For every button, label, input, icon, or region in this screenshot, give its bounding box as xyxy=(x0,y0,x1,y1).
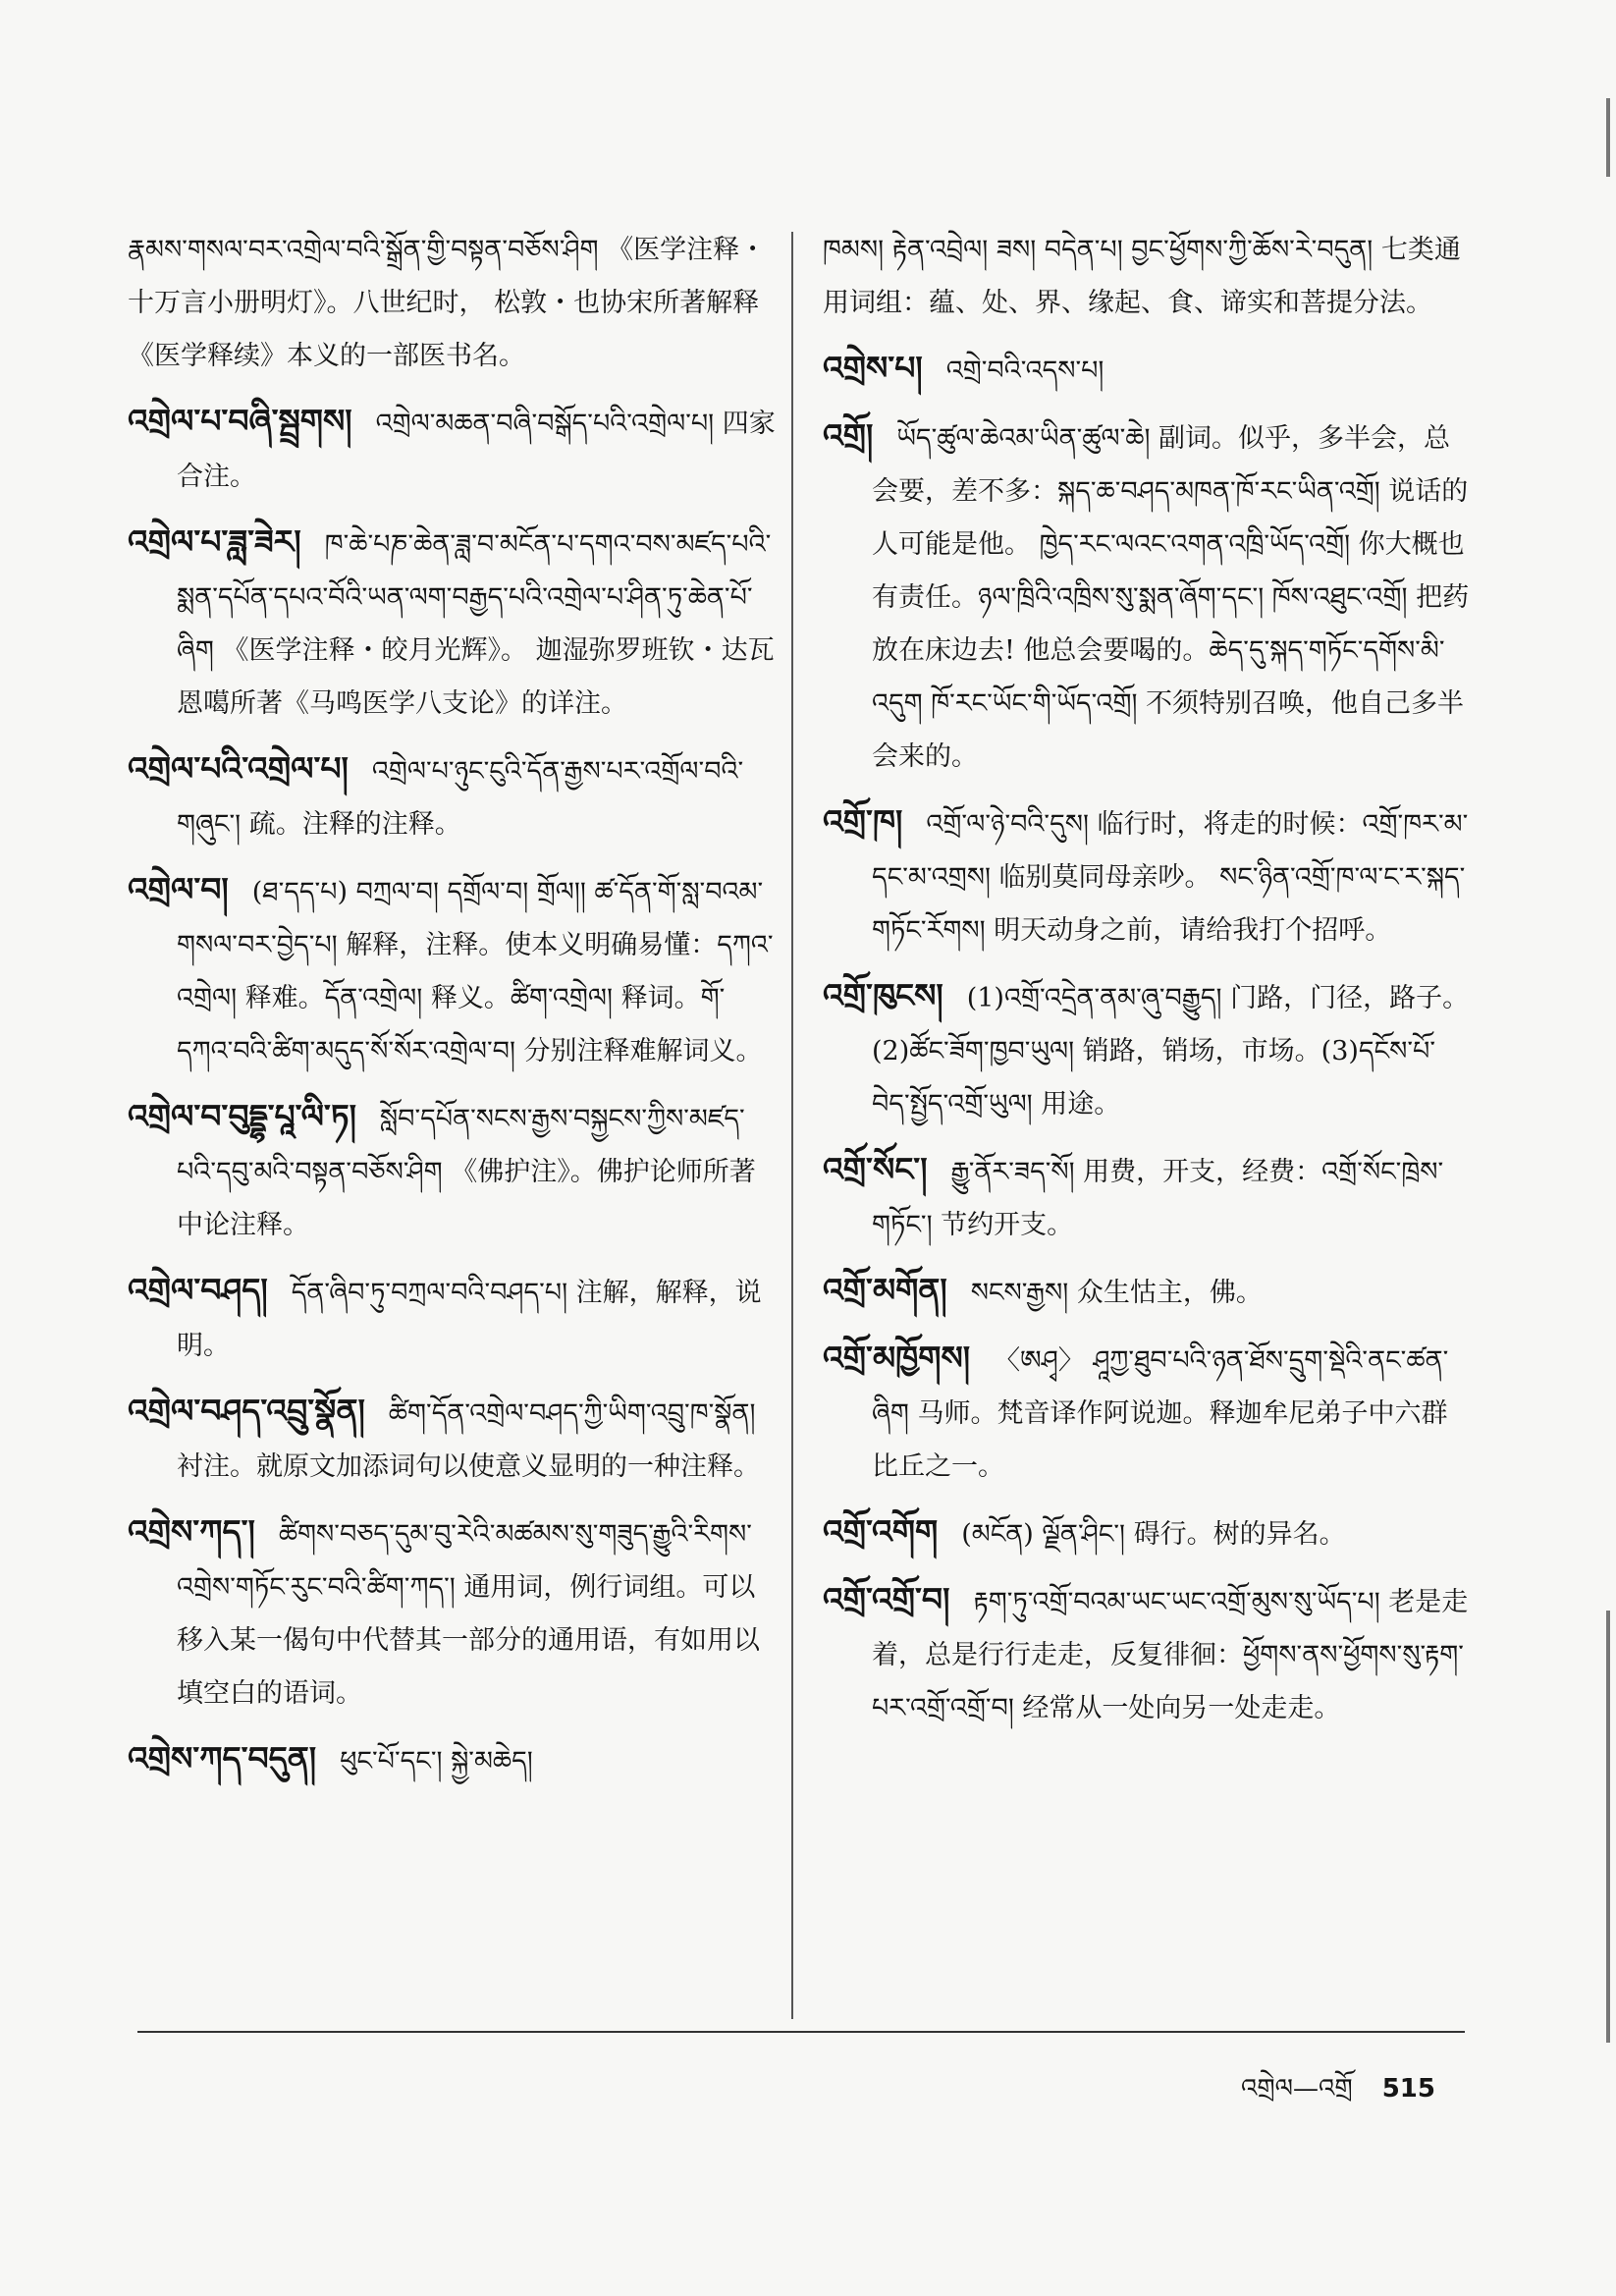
headword: འགྲོ་འགོག xyxy=(823,1512,939,1551)
headword: འགྲོ། xyxy=(823,416,874,455)
entry-2 xyxy=(128,516,776,731)
entry-7 xyxy=(128,1385,776,1494)
headword: འགྲེལ་བ། xyxy=(128,870,229,908)
headword: འགྲོ་སོང་། xyxy=(823,1150,928,1188)
scan-edge-mark xyxy=(1606,1611,1610,2043)
page-footer xyxy=(1241,2060,1435,2132)
headword: འགྲེལ་བཤད། xyxy=(128,1271,268,1309)
headword: འགྲེལ་བ་བུདྡྷ་པཱ་ལི་ཏ། xyxy=(128,1097,356,1135)
entry-text: ཚིགས་བཅད་དུམ་བུ་རེའི་མཚམས་སུ་གཟུད་རྒྱུའི་རིགས་འགྲེས་གཏོང་རུང་བའི་ཚིག་ཀད་། 通用词，例行词组。可以移入某一偈句中代替其一部分的通用语，有如用以填空白的语词。 xyxy=(177,1519,760,1709)
headword: འགྲོ་མཁྱོགས། xyxy=(823,1339,971,1377)
entry-text: ཕུང་པོ་དང་། སྐྱེ་མཆེད། xyxy=(340,1746,533,1777)
entry-0 xyxy=(823,224,1471,330)
entry-text: ཚིག་དོན་འགྲེལ་བཤད་ཀྱི་ཡིག་འབྲུ་ཁ་སྣོན། 衬注。就原文加添词句以使意义显明的一种注释。 xyxy=(177,1398,760,1482)
headword: འགྲེལ་བཤད་འབྲུ་སྣོན། xyxy=(128,1392,365,1430)
entry-text: འགྲེལ་མཆན་བཞི་བསྒོད་པའི་འགྲེལ་པ། 四家合注。 xyxy=(177,409,776,492)
entry-6 xyxy=(128,1264,776,1373)
scan-edge-mark xyxy=(1606,98,1610,177)
entry-7 xyxy=(823,1332,1471,1494)
entry-text: (མངོན) ལྗོན་ཤིང་། 碍行。树的异名。 xyxy=(961,1519,1346,1550)
headword: འགྲེལ་པའི་འགྲེལ་པ། xyxy=(128,749,349,788)
entry-text: ཁམས། རྟེན་འབྲེལ། ཟས། བདེན་པ། བྱང་ཕྱོགས་ཀྱི་ཆོས་རེ་བདུན། 七类通用词组：蕴、处、界、缘起、食、谛实和菩提分法。 xyxy=(823,235,1461,318)
entry-8 xyxy=(823,1505,1471,1561)
page-range: འགྲེལ—འགྲོ xyxy=(1240,2074,1353,2104)
entry-1 xyxy=(128,395,776,504)
entry-text: སངས་རྒྱས། 众生怙主，佛。 xyxy=(970,1278,1263,1308)
entry-3 xyxy=(128,742,776,851)
entry-text: (1)འགྲོ་འདྲེན་ནམ་ཞུ་བརྒྱུད། 门路，门径，路子。(2)ཚོང་ཟོག་ཁྱབ་ཡུལ། 销路，销场，市场。(3)དངོས་པོ་བེད་སྤྱོད་འགྲོ་ཡུལ། 用途。 xyxy=(872,983,1470,1120)
entry-1 xyxy=(823,342,1471,398)
entry-text: རྟག་ཏུ་འགྲོ་བའམ་ཡང་ཡང་འགྲོ་མུས་སུ་ཡོད་པ། 老是走着，总是行行走走，反复徘徊：ཕྱོགས་ནས་ཕྱོགས་སུ་རྟག་པར་འགྲོ་འགྲོ་བ། 经常从一处向另一处走走。 xyxy=(872,1587,1469,1723)
entry-4 xyxy=(823,969,1471,1131)
entry-text: སློབ་དཔོན་སངས་རྒྱས་བསྐྱངས་ཀྱིས་མཛད་པའི་དབུ་མའི་བསྟན་བཅོས་ཤིག 《佛护注》。佛护论师所著中论注释。 xyxy=(177,1104,756,1240)
entry-5 xyxy=(823,1143,1471,1252)
entry-9 xyxy=(823,1573,1471,1735)
entry-text: (ཐ་དད་པ) བཀྲལ་བ། དགྲོལ་བ། གྲོལ།། ཚ་དོན་གོ་སླ་བའམ་གསལ་བར་བྱེད་པ། 解释，注释。使本义明确易懂：དཀའ་འགྲེལ། 释难。དོན་འགྲེལ། 释义。ཚིག་འགྲེལ། 释词。གོ་དཀའ་བའི་ཚིག་མདུད་སོ་སོར་འགྲེལ་བ། 分别注释难解词义。 xyxy=(177,877,774,1066)
headword: འགྲོ་འགྲོ་བ། xyxy=(823,1580,950,1618)
headword: འགྲེས་ཀད་བདུན། xyxy=(128,1739,317,1777)
entry-9 xyxy=(128,1732,776,1788)
headword: འགྲེས་པ། xyxy=(823,349,923,387)
entry-6 xyxy=(823,1264,1471,1320)
headword: འགྲེལ་པ་ཟླ་ཟེར། xyxy=(128,522,301,561)
footer-rule xyxy=(137,2031,1465,2033)
entry-text: 〈ཨཤྭ〉 ཤཱཀྱ་ཐུབ་པའི་ཉན་ཐོས་དྲུག་སྡེའི་ནང་ཚན་ཞིག 马师。梵音译作阿说迦。释迦牟尼弟子中六群比丘之一。 xyxy=(872,1345,1449,1482)
headword: འགྲོ་ཁུངས། xyxy=(823,976,943,1014)
headword: འགྲོ་མགོན། xyxy=(823,1271,947,1309)
headword: འགྲོ་ཁ། xyxy=(823,802,903,841)
entry-2 xyxy=(823,410,1471,784)
headword: འགྲེལ་པ་བཞི་སྦྲགས། xyxy=(128,402,352,440)
headword: འགྲེས་ཀད་། xyxy=(128,1512,255,1551)
entry-text: འགྲེ་བའི་འདས་པ། xyxy=(945,355,1104,386)
column-divider xyxy=(791,232,793,2019)
entry-text: ཁ་ཆེ་པཎ་ཆེན་ཟླ་བ་མངོན་པ་དགའ་བས་མཛད་པའི་སྨན་དཔོན་དཔའ་བོའི་ཡན་ལག་བརྒྱད་པའི་འགྲེལ་པ་ཤིན་ཏུ་ཆེན་པོ་ཞིག 《医学注释・皎月光辉》。 迦湿弥罗班钦・达瓦恩噶所著《马鸣医学八支论》的详注。 xyxy=(177,529,775,719)
entry-text: འགྲེལ་པ་ཉུང་ངུའི་དོན་རྒྱས་པར་འགྲོལ་བའི་གཞུང་། 疏。注释的注释。 xyxy=(177,756,744,840)
entry-text: རྣམས་གསལ་བར་འགྲེལ་བའི་སྒྲོན་གྱི་བསྟན་བཅོས་ཤིག 《医学注释・十万言小册明灯》。八世纪时， 松敦・也协宋所著解释《医学释续》本义的一部医书名。 xyxy=(128,235,767,371)
entry-5 xyxy=(128,1090,776,1252)
right-column xyxy=(823,224,1471,1747)
page-number: 515 xyxy=(1381,2074,1435,2104)
entry-text: འགྲོ་ལ་ཉེ་བའི་དུས། 临行时，将走的时候：འགྲོ་ཁར་མ་དང་མ་འགྲས། 临别莫同母亲吵。 སང་ཉིན་འགྲོ་ཁ་ལ་ང་ར་སྐད་གཏོང་རོགས། 明天动身之前，请给我打个招呼。 xyxy=(872,809,1469,946)
entry-text: ཡོད་ཚུལ་ཆེའམ་ཡིན་ཚུལ་ཆེ། 副词。似乎，多半会，总会要，差不多：སྐད་ཆ་བཤད་མཁན་ཁོ་རང་ཡིན་འགྲོ། 说话的人可能是他。 ཁྱེད་རང་ལའང་འགན་འཁྲི་ཡོད་འགྲོ། 你大概也有责任。ཉལ་ཁྲིའི་འཁྲིས་སུ་སྨན་ཞོག་དང་། ཁོས་འཐུང་འགྲོ། 把药放在床边去! 他总会要喝的。ཆེད་དུ་སྐད་གཏོང་དགོས་མི་འདུག ཁོ་རང་ཡོང་གི་ཡོད་འགྲོ། 不须特别召唤，他自己多半会来的。 xyxy=(872,423,1470,772)
entry-text: དོན་ཞིབ་ཏུ་བཀྲལ་བའི་བཤད་པ། 注解，解释，说明。 xyxy=(177,1278,762,1361)
entry-8 xyxy=(128,1505,776,1721)
entry-text: རྒྱུ་ནོར་ཟད་སོ། 用费，开支，经费：འགྲོ་སོང་ཁྲེས་གཏོང་། 节约开支。 xyxy=(872,1157,1444,1240)
entry-3 xyxy=(823,795,1471,957)
left-column xyxy=(128,224,776,1800)
entry-0 xyxy=(128,224,776,383)
entry-4 xyxy=(128,863,776,1078)
